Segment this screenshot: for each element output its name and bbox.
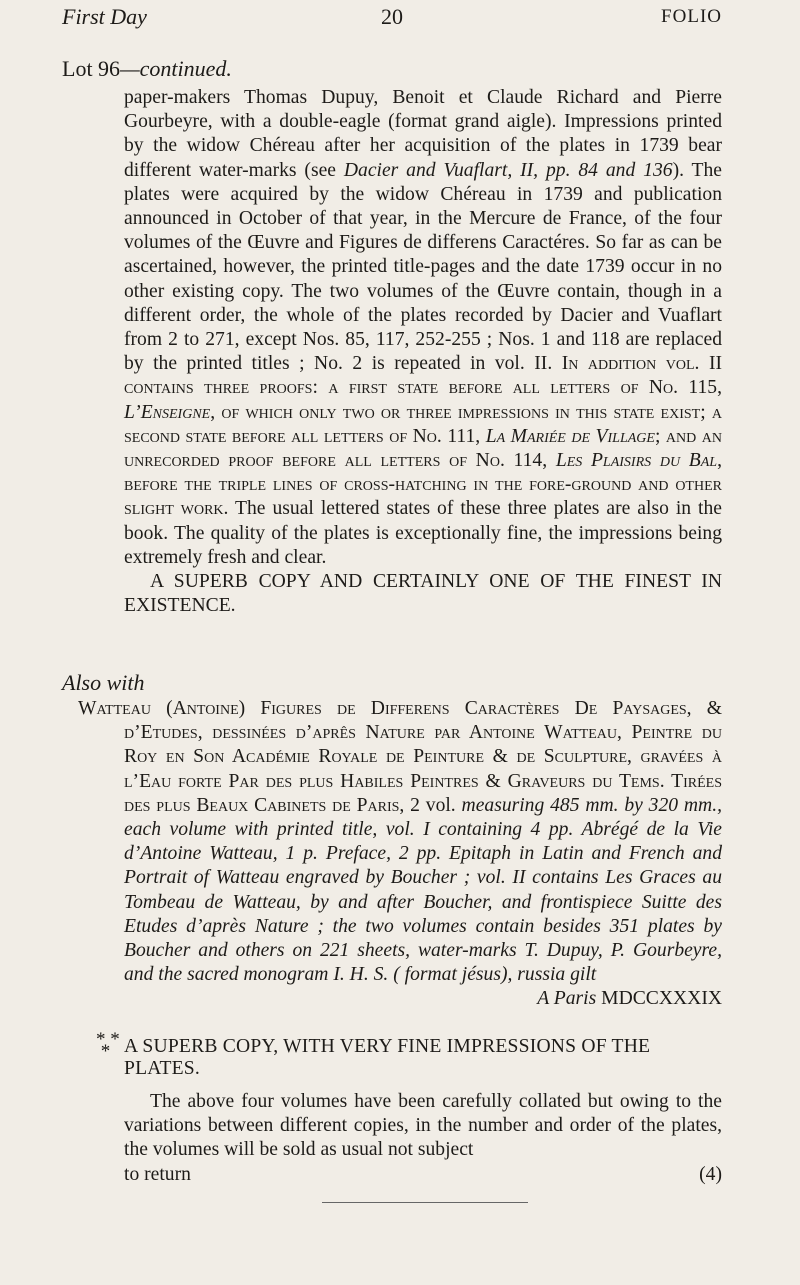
volume-count: (4) [699, 1163, 722, 1185]
plate-title-mariee: La Mariée de Village [485, 425, 655, 447]
also-with-heading: Also with [62, 670, 145, 695]
lot-proofs-1: In addition vol. II contains three proofs: a first state before all letters of No. 115, [124, 353, 722, 399]
lot-proofs-3: ; and an unrecorded proof before all letters of No. 114, [124, 425, 722, 472]
watteau-title: Watteau (Antoine) Figures de Differens Caractères De Paysages, & d’Etudes, dessinées d’aprês Nature par Antoine Watteau, Peintre du Roy en Son Académie Royale de Peinture & de Sculpture, gravées à l’Eau forte Par des plus Habiles Peintres & Graveurs du Tems. Tirées des plus Beaux Cabinets de Paris, [78, 698, 722, 816]
lot-heading [62, 56, 232, 82]
lot-text-1: paper-makers Thomas Dupuy, Benoit et Claude Richard and Pierre Gourbeyre, with a double-eagle (format grand aigle). Impressions printed by the widow Chéreau after her acquisition of the plates in 1739 bear different water-marks (see [124, 87, 722, 181]
asterism: * * * [96, 1029, 120, 1062]
imprint-place: A Paris [537, 988, 602, 1010]
lot-paragraph [124, 86, 722, 570]
watteau-description: measuring 485 mm. by 320 mm., each volume with printed title, vol. I containing 4 pp. Abrégé de la Vie d’Antoine Watteau, 1 p. Preface, 2 pp. Epitaph in Latin and French and Portrait of Watteau engraved by Boucher ; vol. II contains Les Graces au Tombeau de Watteau, by and after Boucher, and frontispiece Suitte des Etudes d’après Nature ; the two volumes contain besides 351 plates by Boucher and others on 221 sheets, water-marks T. Dupuy, P. Gourbeyre, and the sacred monogram I. H. S. ( format jésus), russia gilt [124, 794, 722, 986]
plate-title-enseigne: L’Enseigne [124, 401, 211, 423]
imprint-line [78, 987, 722, 1011]
superb-copy-line: A SUPERB COPY AND CERTAINLY ONE OF THE FINEST IN EXISTENCE. [124, 571, 722, 617]
watteau-paragraph [78, 697, 722, 987]
lot-number: Lot 96 [62, 56, 121, 81]
divider-rule [322, 1202, 528, 1203]
lot-text-2: ). The plates were acquired by the widow Chéreau in 1739 and publication announced in October of that year, in the Mercure de France, of the four volumes of the Œuvre and Figures de differens Caractéres. So far as can be ascertained, however, the printed title-pages and the date 1739 occur in no other existing copy. The two volumes of the Œuvre contain, though in a different order, the whole of the plates recorded by Dacier and Vuaflart from 2 to 271, except Nos. 85, 117, 252-255 ; Nos. 1 and 118 are replaced by the printed titles ; No. 2 is repeated in vol. II. [124, 159, 722, 375]
continued-label: —continued. [120, 56, 232, 81]
imprint-year: MDCCXXXIX [601, 988, 722, 1010]
collation-end: to return [124, 1163, 191, 1185]
plate-title-plaisirs: Les Plaisirs du Bal [555, 450, 718, 472]
lot-description [124, 86, 722, 618]
page-number: 20 [381, 4, 403, 29]
collation-text: The above four volumes have been carefully collated but owing to the variations between different copies, in the number and order of the plates, the volumes will be sold as usual not subject [124, 1091, 722, 1161]
lot-reference: Dacier and Vuaflart, II, pp. 84 and 136 [343, 159, 673, 181]
running-head [62, 4, 722, 38]
collation-note [124, 1090, 722, 1187]
superb-impressions-line: A SUPERB COPY, WITH VERY FINE IMPRESSIONS OF THE PLATES. [124, 1036, 651, 1079]
watteau-volumes: 2 vol. [404, 794, 462, 816]
running-head-day: First Day [62, 4, 147, 29]
lot-proofs-2: , of which only two or three impressions in this state exist; a second state before all letters of No. 111, [124, 401, 722, 447]
watteau-entry [78, 697, 722, 1012]
lot-text-3: The usual lettered states of these three plates are also in the book. The quality of the plates is exceptionally fine, the impressions being extremely fresh and clear. [124, 498, 722, 568]
running-head-format: FOLIO [661, 6, 722, 27]
collation-last-line [124, 1163, 722, 1187]
lot-proofs-4: , before the triple lines of cross-hatching in the fore-ground and other slight work. [124, 450, 722, 520]
